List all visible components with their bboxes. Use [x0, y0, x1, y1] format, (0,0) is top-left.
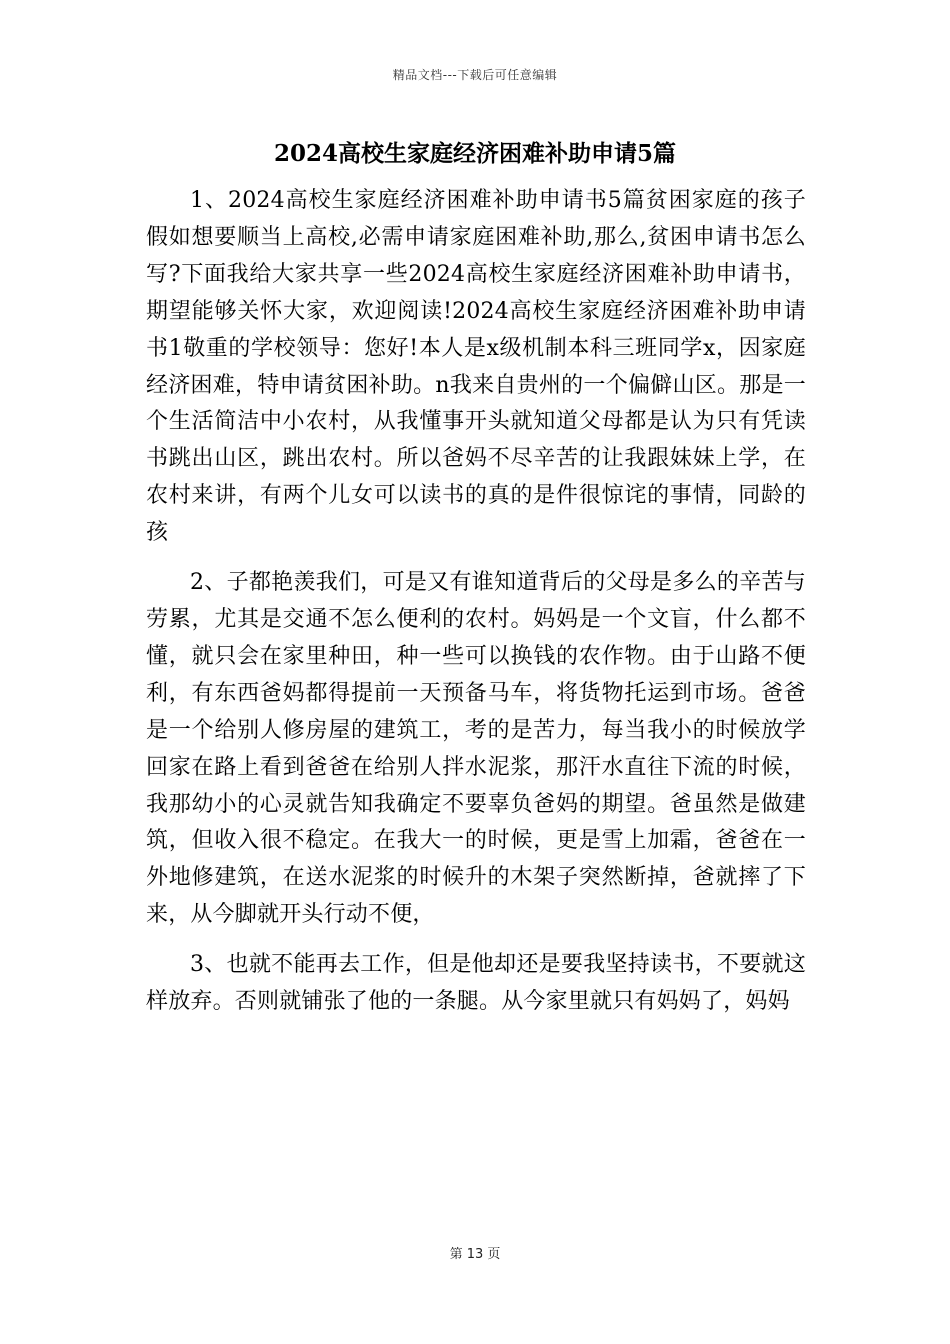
page-number: 第 13 页 — [449, 1247, 501, 1262]
paragraph-1: 1、2024高校生家庭经济困难补助申请书5篇贫困家庭的孩子假如想要顺当上高校,必需申请家庭困难补助,那么,贫困申请书怎么写?下面我给大家共享一些2024高校生家庭经济困难补助申请书，期望能够关怀大家，欢迎阅读!2024高校生家庭经济困难补助申请书1敬重的学校领导：您好!本人是x级机制本科三班同学x，因家庭经济困难，特申请贫困补助。n我来自贵州的一个偏僻山区。那是一个生活简洁中小农村，从我懂事开头就知道父母都是认为只有凭读书跳出山区，跳出农村。所以爸妈不尽辛苦的让我跟妹妹上学，在农村来讲，有两个儿女可以读书的真的是件很惊诧的事情，同龄的孩 — [146, 188, 806, 546]
paragraph-3: 3、也就不能再去工作，但是他却还是要我坚持读书，不要就这样放弃。否则就铺张了他的一条腿。从今家里就只有妈妈了，妈妈 — [146, 952, 806, 1015]
page-header: 精品文档---下载后可任意编辑 — [392, 68, 558, 82]
document-body — [146, 183, 806, 1034]
document-title: 2024高校生家庭经济困难补助申请5篇 — [273, 140, 677, 167]
paragraph-2: 2、子都艳羡我们，可是又有谁知道背后的父母是多么的辛苦与劳累，尤其是交通不怎么便利的农村。妈妈是一个文盲，什么都不懂，就只会在家里种田，种一些可以换钱的农作物。由于山路不便利，有东西爸妈都得提前一天预备马车，将货物托运到市场。爸爸是一个给别人修房屋的建筑工，考的是苦力，每当我小的时候放学回家在路上看到爸爸在给别人拌水泥浆，那汗水直往下流的时候，我那幼小的心灵就告知我确定不要辜负爸妈的期望。爸虽然是做建筑，但收入很不稳定。在我大一的时候，更是雪上加霜，爸爸在一外地修建筑，在送水泥浆的时候升的木架子突然断掉，爸就摔了下来，从今脚就开头行动不便， — [146, 570, 806, 928]
